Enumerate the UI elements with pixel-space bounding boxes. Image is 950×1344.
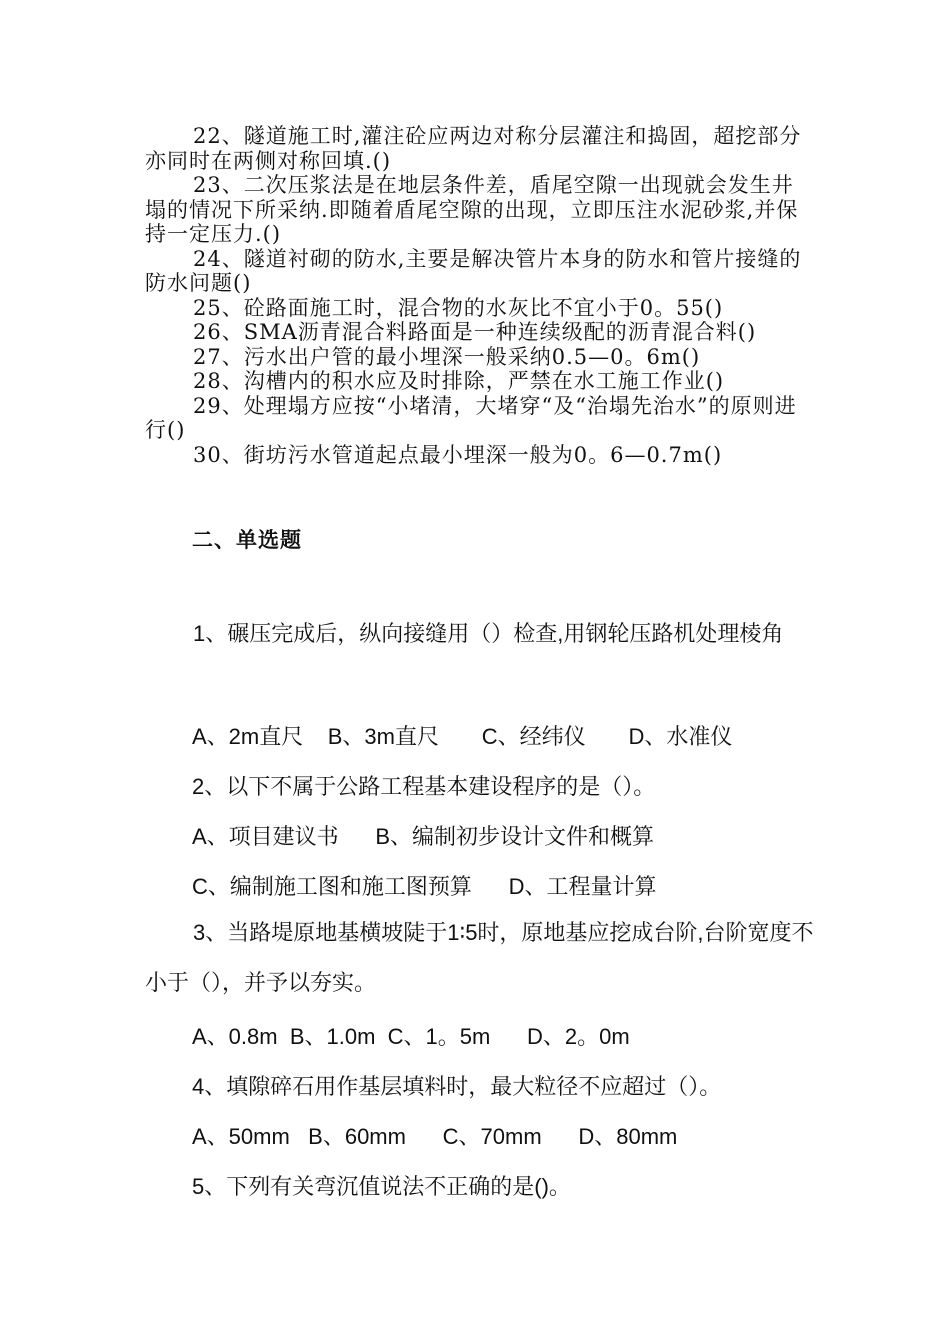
- mc-question-2: 2、以下不属于公路工程基本建设程序的是（）。: [192, 774, 656, 799]
- tf-question-27: 27、污水出户管的最小埋深一般采纳0.5—0。6m(): [193, 344, 701, 369]
- section-heading: 二、单选题: [192, 528, 302, 552]
- mc-question-3: 3、当路堤原地基横坡陡于1∶5时，原地基应挖成台阶,台阶宽度不小于（），并予以夯实。: [145, 920, 814, 995]
- option-d: D、80mm: [578, 1124, 678, 1149]
- option-d: D、水准仪: [628, 724, 733, 749]
- option-b: B、1.0m: [289, 1024, 376, 1049]
- option-c: C、编制施工图和施工图预算: [192, 874, 472, 899]
- option-c: C、1。5m: [387, 1024, 491, 1049]
- true-false-questions: [145, 124, 810, 467]
- option-b: B、60mm: [308, 1124, 406, 1149]
- mc-question-1-block: [145, 609, 815, 659]
- mc-question-2-options-line2: [192, 870, 656, 901]
- option-d: D、2。0m: [527, 1024, 630, 1049]
- tf-question-26: 26、SMA沥青混合料路面是一种连续级配的沥青混合料(): [193, 320, 757, 344]
- tf-question-25: 25、砼路面施工时，混合物的水灰比不宜小于0。55(): [193, 295, 724, 320]
- option-a: A、2m直尺: [192, 724, 304, 749]
- mc-question-3-block: [145, 908, 815, 1008]
- option-c: C、经纬仪: [481, 724, 586, 749]
- option-d: D、工程量计算: [508, 874, 657, 899]
- mc-question-1-options: [192, 720, 732, 751]
- option-b: B、3m直尺: [327, 724, 439, 749]
- tf-question-23: 23、二次压浆法是在地层条件差，盾尾空隙一出现就会发生井塌的情况下所采纳.即随着盾尾空隙的出现，立即压注水泥砂浆,并保持一定压力.(): [145, 173, 799, 246]
- mc-question-4-options: [192, 1120, 677, 1151]
- option-b: B、编制初步设计文件和概算: [375, 824, 655, 849]
- tf-question-22: 22、隧道施工时,灌注砼应两边对称分层灌注和捣固，超挖部分亦同时在两侧对称回填.(): [145, 124, 802, 173]
- mc-question-4: 4、填隙碎石用作基层填料时，最大粒径不应超过（）。: [192, 1074, 722, 1099]
- tf-question-24: 24、隧道衬砌的防水,主要是解决管片本身的防水和管片接缝的防水问题(): [145, 246, 802, 295]
- option-a: A、50mm: [192, 1124, 290, 1149]
- mc-question-2-options-line1: [192, 820, 654, 851]
- option-c: C、70mm: [442, 1124, 542, 1149]
- mc-question-3-options: [192, 1020, 630, 1051]
- mc-question-5: 5、下列有关弯沉值说法不正确的是()。: [192, 1174, 571, 1199]
- mc-question-1: 1、碾压完成后，纵向接缝用（）检查,用钢轮压路机处理棱角: [193, 621, 784, 646]
- option-a: A、项目建议书: [192, 824, 339, 849]
- tf-question-28: 28、沟槽内的积水应及时排除，严禁在水工施工作业(): [193, 369, 725, 393]
- tf-question-29: 29、处理塌方应按“小堵清，大堵穿“及“治塌先治水”的原则进行(): [145, 393, 797, 442]
- option-a: A、0.8m: [192, 1024, 278, 1049]
- tf-question-30: 30、街坊污水管道起点最小埋深一般为0。6—0.7m(): [193, 442, 723, 467]
